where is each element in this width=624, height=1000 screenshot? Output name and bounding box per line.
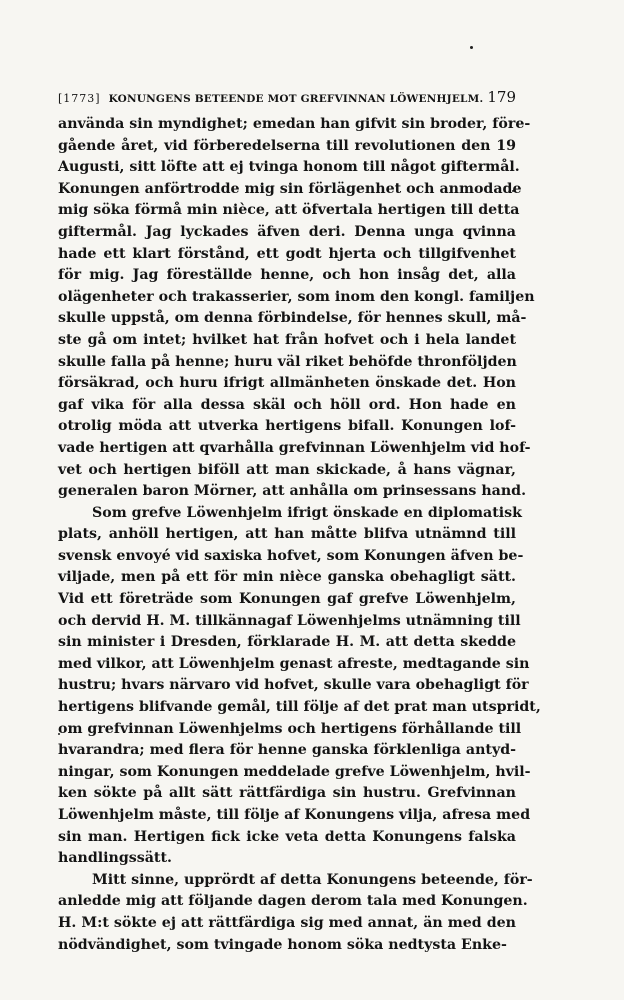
paragraph-2 <box>58 503 541 870</box>
text-line: olägenheter och trakasserier, som inom den kongl. familjen <box>58 288 535 305</box>
text-line: om grefvinnan Löwenhjelms och hertigens förhållande till <box>58 720 522 737</box>
text-line: ken sökte på allt sätt rättfärdiga sin hustru. Grefvinnan <box>58 785 516 802</box>
text-line: ningar, som Konungen meddelade grefve Löwenhjelm, hvil- <box>58 763 531 780</box>
text-line: försäkrad, och huru ifrigt allmänheten önskade det. Hon <box>58 375 516 392</box>
text-line: Vid ett företräde som Konungen gaf grefve Löwenhjelm, <box>58 591 516 608</box>
paragraph-1 <box>58 114 535 503</box>
text-line: Löwenhjelm måste, till följe af Konungens vilja, afresa med <box>58 807 531 823</box>
text-line: med vilkor, att Löwenhjelm genast afreste, medtagande sin <box>58 655 530 672</box>
text-line: nödvändighet, som tvingade honom söka nedtysta Enke- <box>58 936 507 953</box>
text-line: handlingssätt. <box>58 850 172 867</box>
text-line: Mitt sinne, upprördt af detta Konungens beteende, för- <box>92 871 533 888</box>
speck-top-right <box>470 46 473 49</box>
text-line: Som grefve Löwenhjelm ifrigt önskade en diplomatisk <box>92 504 522 521</box>
text-line: sin man. Hertigen fick icke veta detta Konungens falska <box>58 828 516 845</box>
page-number: 179 <box>487 88 516 106</box>
text-line: hertigens blifvande gemål, till följe af det prat man utspridt, <box>58 699 541 716</box>
text-line: generalen baron Mörner, att anhålla om prinsessans hand. <box>58 483 527 500</box>
text-line: hvarandra; med flera för henne ganska förklenliga antyd- <box>58 742 516 759</box>
text-line: anledde mig att följande dagen derom tala med Konungen. <box>58 893 528 910</box>
text-line: gående året, vid förberedelserna till revolutionen den 19 <box>58 137 516 154</box>
text-line: vade hertigen att qvarhålla grefvinnan Löwenhjelm vid hof- <box>58 439 531 456</box>
text-line: svensk envoyé vid saxiska hofvet, som Konungen äfven be- <box>58 547 524 564</box>
paragraph-3 <box>58 870 533 956</box>
text-line: otrolig möda att utverka hertigens bifall. Konungen lof- <box>58 418 516 435</box>
text-line: gaf vika för alla dessa skäl och höll ord. Hon hade en <box>58 396 516 413</box>
text-line: hustru; hvars närvaro vid hofvet, skulle vara obehagligt för <box>58 677 529 694</box>
text-line: giftermål. Jag lyckades äfven deri. Denna unga qvinna <box>58 223 516 240</box>
text-line: hade ett klart förstånd, ett godt hjerta och tillgifvenhet <box>58 245 516 262</box>
running-head <box>58 88 516 110</box>
text-line: Konungen anförtrodde mig sin förlägenhet och anmodade <box>58 180 522 197</box>
text-line: viljade, men på ett för min nièce ganska obehagligt sätt. <box>58 569 516 586</box>
text-line: H. M:t sökte ej att rättfärdiga sig med annat, än med den <box>58 914 516 931</box>
text-line: skulle uppstå, om denna förbindelse, för hennes skull, må- <box>58 310 527 327</box>
book-page <box>58 88 541 956</box>
text-line: plats, anhöll hertigen, att han måtte blifva utnämnd till <box>58 526 516 543</box>
text-line: Augusti, sitt löfte att ej tvinga honom till något giftermål. <box>58 159 520 176</box>
text-line: skulle falla på henne; huru väl riket behöfde thronföljden <box>58 353 517 370</box>
body-text <box>58 114 541 956</box>
text-line: använda sin myndighet; emedan han gifvit sin broder, före- <box>58 116 531 132</box>
text-line: för mig. Jag föreställde henne, och hon insåg det, alla <box>58 267 516 284</box>
text-line: mig söka förmå min nièce, att öfvertala hertigen till detta <box>58 202 520 219</box>
text-line: och dervid H. M. tillkännagaf Löwenhjelms utnämning till <box>58 612 521 629</box>
header-title: KONUNGENS BETEENDE MOT GREFVINNAN LÖWENHJELM. <box>108 93 484 105</box>
header-year: [1773] <box>58 92 101 105</box>
text-line: vet och hertigen biföll att man skickade, å hans vägnar, <box>58 461 516 478</box>
text-line: ste gå om intet; hvilket hat från hofvet och i hela landet <box>58 331 516 348</box>
text-line: sin minister i Dresden, förklarade H. M. att detta skedde <box>58 634 516 651</box>
